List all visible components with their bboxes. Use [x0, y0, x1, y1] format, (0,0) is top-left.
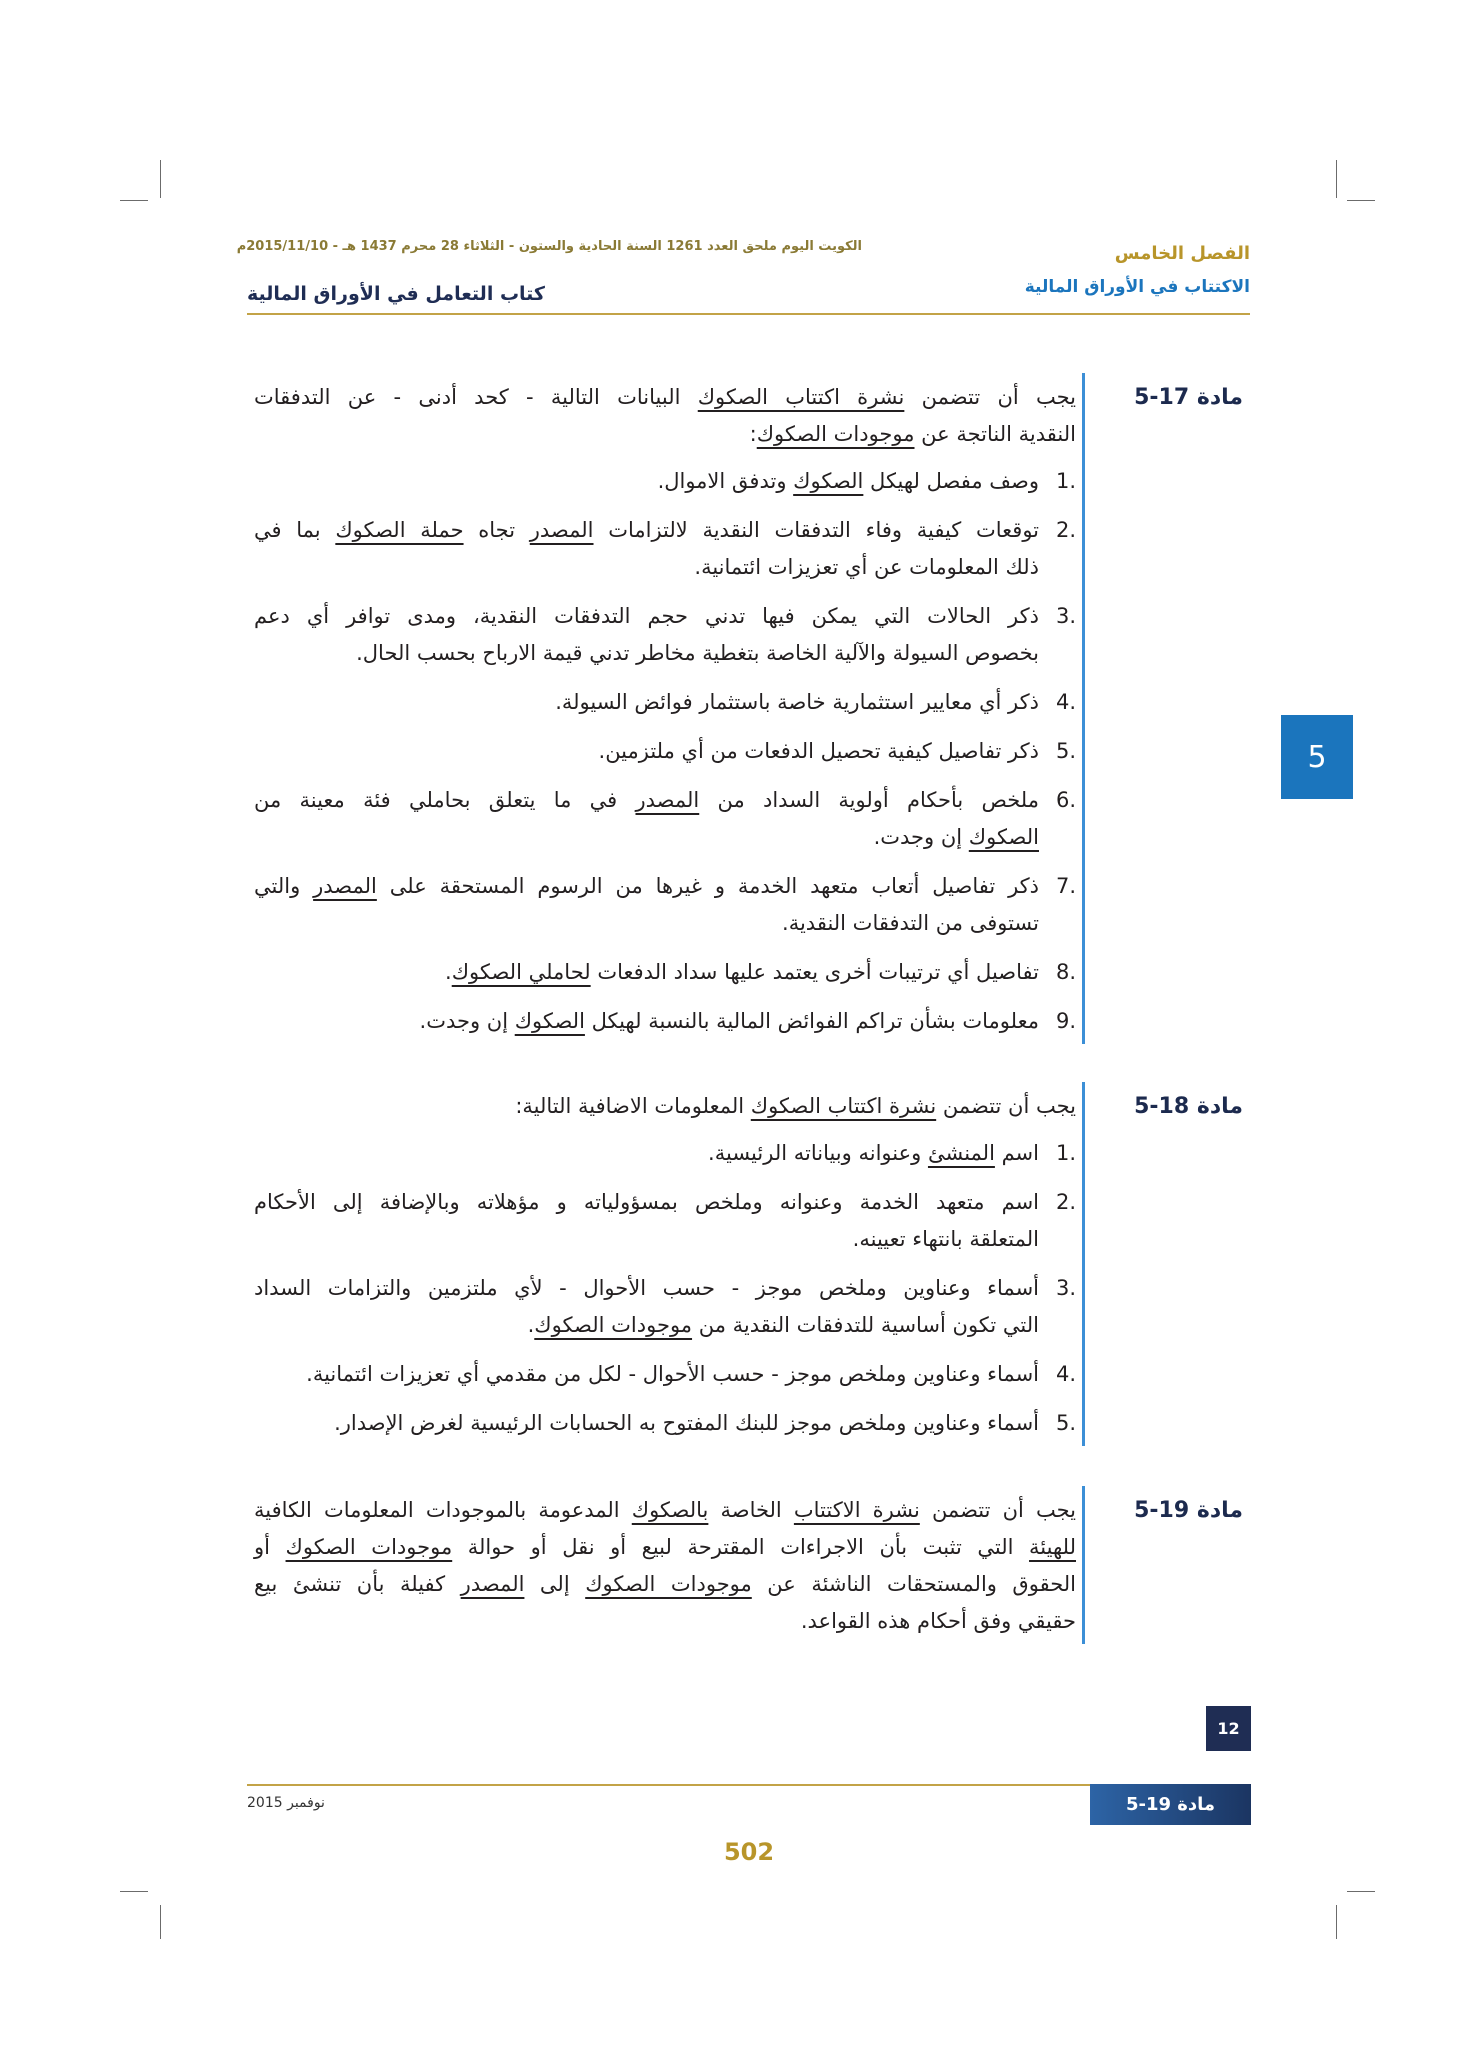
text-run: بخصوص السيولة والآلية الخاصة بتغطية مخاطر تدني قيمة الارباح بحسب الحال. — [356, 641, 1039, 665]
defined-term: موجودات الصكوك — [534, 1313, 693, 1337]
list-item — [254, 868, 1076, 942]
article-intro — [254, 1492, 1076, 1640]
list-item-number: 5. — [1055, 739, 1076, 763]
list-item-number: 1. — [1055, 1141, 1076, 1165]
list-item-number: 1. — [1055, 469, 1076, 493]
text-line — [254, 1221, 1039, 1258]
footer-divider — [247, 1784, 1090, 1786]
text-run: أسماء وعناوين وملخص موجز للبنك المفتوح به الحسابات الرئيسية لغرض الإصدار. — [334, 1411, 1039, 1435]
article-body — [254, 379, 1076, 1040]
article-divider-bar — [1082, 1486, 1085, 1644]
text-run: تفاصيل أي ترتيبات أخرى يعتمد عليها سداد الدفعات — [590, 960, 1039, 984]
text-line — [254, 819, 1039, 856]
text-run: تستوفى من التدفقات النقدية. — [782, 911, 1039, 935]
article-body — [254, 1088, 1076, 1442]
list-item — [254, 1405, 1076, 1442]
text-run: ذلك المعلومات عن أي تعزيزات ائتمانية. — [694, 555, 1039, 579]
text-run: ذكر تفاصيل أتعاب متعهد الخدمة و غيرها من الرسوم المستحقة على — [376, 874, 1040, 898]
article-items-list — [254, 1135, 1076, 1442]
text-line — [254, 1307, 1039, 1344]
text-line — [254, 1566, 1076, 1603]
text-run: وتدفق الاموال. — [657, 469, 794, 493]
article-18-5 — [254, 1088, 1243, 1442]
list-item-number: 6. — [1055, 788, 1076, 812]
defined-term: المصدر — [313, 874, 377, 898]
article-items-list — [254, 463, 1076, 1040]
article-label: مادة 17-5 — [1134, 385, 1243, 410]
defined-term: موجودات الصكوك — [756, 422, 915, 446]
text-run: . — [445, 960, 452, 984]
text-line — [254, 379, 1076, 416]
article-label: مادة 19-5 — [1134, 1498, 1243, 1523]
header-divider — [247, 313, 1250, 315]
text-run: إلى — [524, 1572, 586, 1596]
text-line — [254, 549, 1039, 586]
text-line — [254, 1088, 1076, 1125]
crop-mark-bottom-right-vertical — [1336, 1905, 1337, 1939]
list-item-number: 2. — [1055, 518, 1076, 542]
list-item-number: 9. — [1055, 1009, 1076, 1033]
chapter-name: الفصل الخامس — [1114, 243, 1250, 264]
text-run: يجب أن تتضمن — [919, 1498, 1076, 1522]
defined-term: حملة الصكوك — [335, 518, 464, 542]
text-run: في ما يتعلق بحاملي فئة معينة من — [254, 788, 636, 812]
text-run: يجب أن تتضمن — [904, 385, 1077, 409]
text-line — [254, 905, 1039, 942]
list-item-number: 3. — [1055, 1276, 1076, 1300]
text-line — [254, 868, 1039, 905]
text-line — [254, 416, 1076, 453]
list-item — [254, 733, 1076, 770]
crop-mark-bottom-left-horizontal — [120, 1891, 148, 1892]
text-run: إن وجدت. — [419, 1009, 515, 1033]
defined-term: للهيئة — [1029, 1535, 1076, 1559]
page-number: 502 — [723, 1838, 775, 1866]
marker-box-number: 12 — [1217, 1719, 1240, 1738]
text-run: ذكر الحالات التي يمكن فيها تدني حجم التدفقات النقدية، ومدى توافر أي دعم — [254, 604, 1039, 628]
text-line — [254, 1356, 1039, 1393]
list-item-number: 5. — [1055, 1411, 1076, 1435]
text-run: ذكر تفاصيل كيفية تحصيل الدفعات من أي ملتزمين. — [598, 739, 1039, 763]
text-run: المدعومة بالموجودات المعلومات الكافية — [254, 1498, 632, 1522]
text-line — [254, 954, 1039, 991]
chapter-title: الاكتتاب في الأوراق المالية — [1024, 277, 1250, 297]
list-item — [254, 1135, 1076, 1172]
text-run: التي تكون أساسية للتدفقات النقدية من — [692, 1313, 1039, 1337]
list-item — [254, 684, 1076, 721]
text-line — [254, 782, 1039, 819]
defined-term: الصكوك — [968, 825, 1039, 849]
text-run: اسم متعهد الخدمة وعنوانه وملخص بمسؤولياته و مؤهلاته وبالإضافة إلى الأحكام — [254, 1190, 1039, 1214]
article-label: مادة 18-5 — [1134, 1094, 1243, 1119]
defined-term: نشرة اكتتاب الصكوك — [750, 1094, 937, 1118]
footer-date: نوفمبر 2015 — [247, 1795, 325, 1811]
text-run: والتي — [254, 874, 314, 898]
text-run: ملخص بأحكام أولوية السداد من — [699, 788, 1039, 812]
text-line — [254, 1184, 1039, 1221]
text-run: وعنوانه وبياناته الرئيسية. — [708, 1141, 928, 1165]
list-item-number: 3. — [1055, 604, 1076, 628]
text-run: النقدية الناتجة عن — [914, 422, 1076, 446]
defined-term: لحاملي الصكوك — [451, 960, 591, 984]
text-line — [254, 463, 1039, 500]
defined-term: بالصكوك — [631, 1498, 709, 1522]
list-item-number: 2. — [1055, 1190, 1076, 1214]
text-run: اسم — [994, 1141, 1039, 1165]
defined-term: موجودات الصكوك — [585, 1572, 752, 1596]
footer-article-range-box — [1090, 1784, 1251, 1825]
text-run: الخاصة — [708, 1498, 794, 1522]
text-line — [254, 1003, 1039, 1040]
text-line — [254, 1270, 1039, 1307]
text-run: المتعلقة بانتهاء تعيينه. — [852, 1227, 1039, 1251]
article-body — [254, 1492, 1076, 1640]
list-item — [254, 1003, 1076, 1040]
defined-term: المنشئ — [927, 1141, 995, 1165]
text-run: : — [749, 422, 757, 446]
text-line — [254, 733, 1039, 770]
text-run: أسماء وعناوين وملخص موجز - حسب الأحوال - لأي ملتزمين والتزامات السداد — [254, 1276, 1039, 1300]
text-run: توقعات كيفية وفاء التدفقات النقدية لالتزامات — [593, 518, 1040, 542]
text-run: حقيقي وفق أحكام هذه القواعد. — [800, 1609, 1076, 1633]
list-item — [254, 1270, 1076, 1344]
text-line — [254, 1603, 1076, 1640]
defined-term: موجودات الصكوك — [285, 1535, 453, 1559]
text-run: . — [527, 1313, 535, 1337]
text-run: المعلومات الاضافية التالية: — [515, 1094, 751, 1118]
text-run: تجاه — [463, 518, 530, 542]
text-run: ذكر أي معايير استثمارية خاصة باستثمار فوائض السيولة. — [555, 690, 1039, 714]
text-run: بما في — [254, 518, 336, 542]
defined-term: المصدر — [635, 788, 700, 812]
text-line — [254, 1405, 1039, 1442]
list-item-number: 4. — [1055, 1362, 1076, 1386]
defined-term: نشرة اكتتاب الصكوك — [697, 385, 905, 409]
article-intro — [254, 1088, 1076, 1125]
defined-term: المصدر — [529, 518, 594, 542]
list-item-number: 7. — [1055, 874, 1076, 898]
article-17-5 — [254, 379, 1243, 1040]
list-item — [254, 1184, 1076, 1258]
book-title: كتاب التعامل في الأوراق المالية — [247, 283, 545, 305]
list-item-number: 8. — [1055, 960, 1076, 984]
list-item — [254, 463, 1076, 500]
text-run: أسماء وعناوين وملخص موجز - حسب الأحوال - لكل من مقدمي أي تعزيزات ائتمانية. — [306, 1362, 1039, 1386]
defined-term: الصكوك — [793, 469, 864, 493]
text-run: الحقوق والمستحقات الناشئة عن — [751, 1572, 1076, 1596]
text-run: معلومات بشأن تراكم الفوائض المالية بالنسبة لهيكل — [584, 1009, 1039, 1033]
defined-term: الصكوك — [514, 1009, 585, 1033]
text-run: يجب أن تتضمن — [936, 1094, 1076, 1118]
crop-mark-top-right-horizontal — [1347, 200, 1375, 201]
text-line — [254, 635, 1039, 672]
text-line — [254, 684, 1039, 721]
text-run: التي تثبت بأن الاجراءات المقترحة لبيع أو نقل أو حوالة — [452, 1535, 1030, 1559]
list-item — [254, 512, 1076, 586]
text-run: كفيلة بأن تنشئ بيع — [254, 1572, 461, 1596]
article-intro — [254, 379, 1076, 453]
defined-term: المصدر — [460, 1572, 525, 1596]
article-divider-bar — [1082, 1082, 1085, 1446]
crop-mark-bottom-left-vertical — [160, 1905, 161, 1939]
marker-box — [1206, 1706, 1251, 1751]
gazette-header-line: الكويت اليوم ملحق العدد 1261 السنة الحادية والستون - الثلاثاء 28 محرم 1437 هـ - 2015/11/10م — [236, 239, 862, 254]
crop-mark-top-left-horizontal — [120, 200, 148, 201]
list-item — [254, 954, 1076, 991]
text-run: إن وجدت. — [873, 825, 969, 849]
list-item — [254, 1356, 1076, 1393]
list-item-number: 4. — [1055, 690, 1076, 714]
crop-mark-top-left-vertical — [160, 160, 161, 198]
list-item — [254, 598, 1076, 672]
text-line — [254, 512, 1039, 549]
chapter-tab — [1281, 715, 1353, 799]
text-line — [254, 1529, 1076, 1566]
text-line — [254, 1492, 1076, 1529]
footer-article-range: مادة 19-5 — [1125, 1794, 1216, 1815]
list-item — [254, 782, 1076, 856]
text-line — [254, 1135, 1039, 1172]
crop-mark-bottom-right-horizontal — [1347, 1891, 1375, 1892]
text-run: أو — [254, 1535, 286, 1559]
crop-mark-top-right-vertical — [1336, 160, 1337, 198]
text-line — [254, 598, 1039, 635]
text-run: البيانات التالية - كحد أدنى - عن التدفقات — [254, 385, 698, 409]
article-divider-bar — [1082, 373, 1085, 1044]
chapter-tab-number: 5 — [1307, 739, 1327, 775]
defined-term: نشرة الاكتتاب — [793, 1498, 920, 1522]
text-run: وصف مفصل لهيكل — [863, 469, 1039, 493]
article-19-5 — [254, 1492, 1243, 1640]
